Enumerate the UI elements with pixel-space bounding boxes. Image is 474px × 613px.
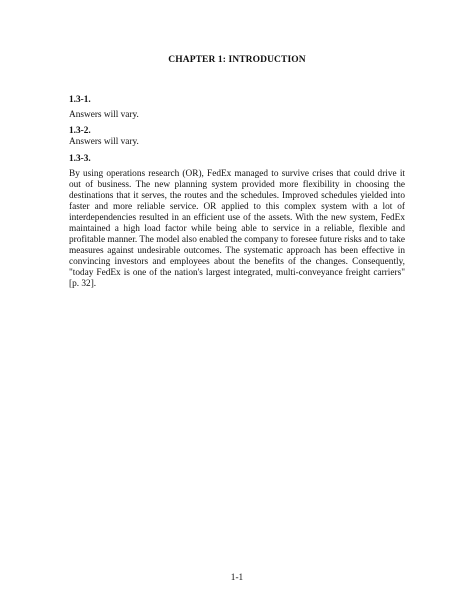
- section-heading-1-3-2: 1.3-2.: [69, 126, 91, 136]
- section-heading-1-3-1: 1.3-1.: [69, 95, 91, 105]
- section-heading-1-3-3: 1.3-3.: [69, 154, 91, 164]
- section-text-1-3-2: Answers will vary.: [69, 137, 139, 147]
- chapter-title: CHAPTER 1: INTRODUCTION: [168, 55, 306, 65]
- chapter-content: [69, 95, 405, 290]
- page-number: 1-1: [230, 573, 244, 583]
- section-text-1-3-3: By using operations research (OR), FedEx managed to survive crises that could drive it out of business. The new planning system provided more flexibility in choosing the destinations that it serves, the routes and the schedules. Improved schedules yielded into faster and more reliable service. OR applied to this complex system with a lot of interdependencies resulted in an efficient use of the assets. With the new system, FedEx maintained a high load factor while being able to service in a reliable, flexible and profitable manner. The model also enabled the company to foresee future risks and to take measures against undesirable outcomes. The systematic approach has been effective in convincing investors and employees about the benefits of the changes. Consequently, "today FedEx is one of the nation's largest integrated, multi-conveyance freight carriers" [p. 32].: [69, 169, 405, 289]
- section-text-1-3-1: Answers will vary.: [69, 110, 139, 120]
